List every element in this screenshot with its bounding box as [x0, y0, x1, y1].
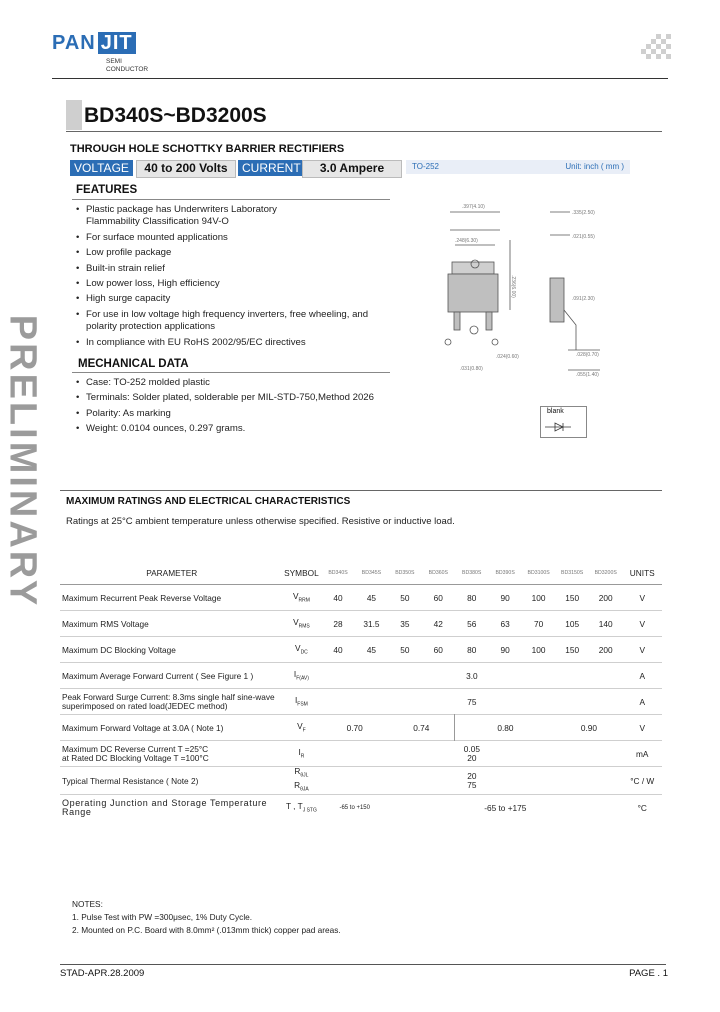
row-value: 0.70 [321, 715, 388, 741]
row-param-line: Operating Junction and Storage Temperature [62, 797, 268, 808]
current-label: CURRENT [238, 160, 305, 176]
row-symbol [282, 795, 322, 821]
row-value: 56 [455, 611, 488, 637]
row-unit: A [622, 663, 662, 689]
logo-jit: JIT [98, 32, 136, 54]
features-list [74, 202, 404, 350]
row-value: 63 [488, 611, 521, 637]
row-unit: °C / W [622, 767, 662, 795]
features-heading: FEATURES [76, 184, 138, 196]
row-value: 90 [488, 637, 521, 663]
symbol-text: I [298, 747, 301, 758]
row-symbol [282, 689, 322, 715]
marking-box [540, 406, 587, 438]
feature-item: • For surface mounted applications [74, 230, 404, 245]
row-value: -65 to +175 [388, 795, 622, 821]
row-unit: V [622, 585, 662, 611]
row-value: -65 to +150 [321, 795, 388, 821]
svg-text:.397(4.10): .397(4.10) [462, 204, 485, 210]
row-value-line: 20 [467, 752, 477, 763]
symbol-text: R [294, 779, 301, 790]
symbol-sub: RRM [298, 597, 310, 604]
row-value-line: 0.05 [463, 743, 480, 754]
unit-note: Unit: inch ( mm ) [565, 162, 624, 171]
mechanical-item: • Terminals: Solder plated, solderable per MIL-STD-750,Method 2026 [74, 390, 404, 405]
mechanical-item: • Polarity: As marking [74, 406, 404, 421]
feature-item: • Low power loss, High efficiency [74, 276, 404, 291]
page-subtitle: THROUGH HOLE SCHOTTKY BARRIER RECTIFIERS [70, 143, 345, 155]
symbol-text: T , T [285, 801, 303, 812]
table-title: MAXIMUM RATINGS AND ELECTRICAL CHARACTERISTICS [66, 496, 351, 507]
brand-logo [52, 32, 136, 55]
row-param: Maximum DC Blocking Voltage [60, 637, 282, 663]
row-param: Typical Thermal Resistance ( Note 2) [60, 767, 282, 795]
svg-text:.248(6.30): .248(6.30) [455, 238, 478, 244]
symbol-text: I [293, 669, 297, 680]
row-unit: A [622, 689, 662, 715]
svg-text:.091(2.30): .091(2.30) [572, 296, 595, 302]
row-param: Maximum Recurrent Peak Reverse Voltage [60, 585, 282, 611]
row-param: Maximum Average Forward Current ( See Figure 1 ) [60, 663, 282, 689]
symbol-sub: FSM [297, 701, 308, 708]
table-subtitle: Ratings at 25°C ambient temperature unless otherwise specified. Resistive or inductive load. [66, 516, 455, 527]
package-outline-diagram [400, 190, 630, 390]
row-value [321, 767, 622, 795]
logo-subtitle [106, 58, 148, 74]
row-value: 100 [522, 585, 556, 611]
row-param-line: Maximum DC Reverse Current T =25°C [62, 743, 209, 754]
row-value: 75 [321, 689, 622, 715]
row-value: 60 [422, 585, 455, 611]
feature-item: • Built-in strain relief [74, 261, 404, 276]
row-symbol [282, 741, 322, 767]
symbol-text: R [294, 766, 301, 776]
symbol-sub: θJA [300, 786, 309, 793]
voltage-value: 40 to 200 Volts [136, 160, 236, 178]
row-value: 0.90 [555, 715, 622, 741]
diode-symbol-icon [545, 422, 579, 432]
table-row [60, 767, 662, 795]
row-value: 60 [422, 637, 455, 663]
row-value: 35 [388, 611, 421, 637]
row-value: 105 [555, 611, 589, 637]
row-value [321, 741, 622, 767]
voltage-label: VOLTAGE [70, 160, 133, 176]
header-part: BD3200S [589, 562, 623, 585]
symbol-sub: RMS [298, 623, 310, 630]
table-row [60, 795, 662, 821]
row-value: 0.74 [388, 715, 455, 741]
symbol-sub: F [302, 727, 306, 734]
logo-sub-1: SEMI [106, 58, 122, 65]
row-unit: °C [622, 795, 662, 821]
row-symbol [282, 611, 322, 637]
row-value: 50 [388, 637, 421, 663]
table-row [60, 585, 662, 611]
feature-item: • For use in low voltage high frequency inverters, free wheeling, and [74, 307, 404, 322]
row-value: 45 [355, 637, 388, 663]
row-unit: V [622, 715, 662, 741]
footer-date: STAD-APR.28.2009 [60, 968, 145, 979]
row-value: 200 [589, 637, 623, 663]
row-value: 0.80 [455, 715, 555, 741]
table-row [60, 611, 662, 637]
row-param [60, 741, 282, 767]
svg-text:.031(0.80): .031(0.80) [460, 366, 483, 372]
row-value: 42 [422, 611, 455, 637]
row-symbol [282, 767, 322, 795]
table-header-row [60, 562, 662, 585]
header-divider [52, 78, 668, 79]
row-param-line: Range [62, 806, 92, 817]
table-row [60, 637, 662, 663]
symbol-sub: R [300, 753, 305, 760]
footer-divider [60, 964, 666, 965]
row-symbol [282, 715, 322, 741]
svg-text:.236(6.00): .236(6.00) [510, 275, 516, 298]
row-param [60, 795, 282, 821]
row-symbol [282, 585, 322, 611]
header-part: BD390S [488, 562, 521, 585]
header-part: BD345S [355, 562, 388, 585]
feature-item: • Low profile package [74, 245, 404, 260]
symbol-sub: DC [300, 649, 308, 656]
current-value: 3.0 Ampere [302, 160, 402, 178]
header-part: BD3100S [522, 562, 556, 585]
row-value: 90 [488, 585, 521, 611]
row-value: 40 [321, 637, 354, 663]
mechanical-list [74, 375, 404, 437]
row-value: 31.5 [355, 611, 388, 637]
symbol-text: V [292, 591, 299, 602]
row-value: 150 [555, 637, 589, 663]
row-value: 50 [388, 585, 421, 611]
table-row [60, 715, 662, 741]
row-symbol [282, 637, 322, 663]
row-unit: mA [622, 741, 662, 767]
row-param: Maximum RMS Voltage [60, 611, 282, 637]
svg-text:.024(0.60): .024(0.60) [496, 354, 519, 360]
row-param [60, 689, 282, 715]
notes-heading: NOTES: [72, 899, 103, 909]
mechanical-item: • Weight: 0.0104 ounces, 0.297 grams. [74, 421, 404, 436]
row-param-line: Peak Forward Surge Current: 8.3ms single half sine-wave [62, 691, 275, 702]
row-value: 80 [455, 637, 488, 663]
title-divider [66, 131, 662, 132]
feature-item: • High surge capacity [74, 291, 404, 306]
header-part: BD350S [388, 562, 421, 585]
preliminary-watermark: PRELIMINARY [1, 314, 44, 609]
mechanical-divider [72, 372, 390, 373]
features-divider [72, 199, 390, 200]
row-value: 3.0 [321, 663, 622, 689]
row-param-line: at Rated DC Blocking Voltage T =100°C [62, 752, 209, 763]
checker-decoration-icon [638, 34, 672, 62]
mechanical-heading: MECHANICAL DATA [78, 358, 189, 370]
row-unit: V [622, 637, 662, 663]
header-units: UNITS [622, 562, 662, 585]
svg-text:.028(0.70): .028(0.70) [576, 352, 599, 358]
row-value-line: 20 [467, 770, 477, 781]
row-value: 28 [321, 611, 354, 637]
mechanical-item: • Case: TO-252 molded plastic [74, 375, 404, 390]
symbol-sub: θJL [300, 772, 309, 779]
row-value: 40 [321, 585, 354, 611]
row-value-line: 75 [467, 779, 477, 790]
svg-text:.055(1.40): .055(1.40) [576, 372, 599, 378]
table-top-divider [60, 490, 662, 491]
logo-pan: PAN [52, 32, 96, 54]
table-row [60, 663, 662, 689]
title-accent [66, 100, 82, 130]
marking-label: blank [547, 408, 564, 415]
header-part: BD380S [455, 562, 488, 585]
row-value: 200 [589, 585, 623, 611]
symbol-text: V [293, 617, 299, 628]
note-item: 1. Pulse Test with PW =300μsec, 1% Duty Cycle. [72, 912, 253, 922]
row-value: 80 [455, 585, 488, 611]
row-param-line: superimposed on rated load(JEDEC method) [62, 700, 228, 711]
page-title: BD340S~BD3200S [84, 104, 267, 127]
table-row [60, 689, 662, 715]
header-part: BD3150S [555, 562, 589, 585]
notes-section [72, 898, 341, 937]
header-symbol: SYMBOL [282, 562, 322, 585]
symbol-sub: J STG [302, 808, 317, 815]
row-symbol [282, 663, 322, 689]
feature-item: polarity protection applications [86, 321, 216, 333]
logo-sub-2: CONDUCTOR [106, 66, 149, 73]
symbol-text: V [297, 721, 303, 732]
row-value: 100 [522, 637, 556, 663]
package-name: TO-252 [412, 162, 439, 171]
table-row [60, 741, 662, 767]
row-value: 45 [355, 585, 388, 611]
header-parameter: PARAMETER [60, 562, 282, 585]
header-part: BD360S [422, 562, 455, 585]
row-unit: V [622, 611, 662, 637]
row-value: 70 [522, 611, 556, 637]
note-item: 2. Mounted on P.C. Board with 8.0mm² (.013mm thick) copper pad areas. [72, 925, 341, 935]
svg-text:.335(2.50): .335(2.50) [572, 210, 595, 216]
feature-item: Flammability Classification 94V-O [86, 216, 229, 228]
row-param: Maximum Forward Voltage at 3.0A ( Note 1) [60, 715, 282, 741]
svg-text:.021(0.55): .021(0.55) [572, 234, 595, 240]
feature-item: • Plastic package has Underwriters Laboratory [74, 202, 404, 217]
header-part: BD340S [321, 562, 354, 585]
row-value: 140 [589, 611, 623, 637]
page-number: PAGE . 1 [629, 968, 668, 979]
feature-item: • In compliance with EU RoHS 2002/95/EC directives [74, 335, 404, 350]
symbol-sub: F(AV) [296, 675, 309, 682]
symbol-text: V [295, 643, 301, 654]
row-value: 150 [555, 585, 589, 611]
ratings-table [60, 562, 662, 820]
package-bar [406, 160, 630, 174]
symbol-text: I [294, 695, 298, 706]
